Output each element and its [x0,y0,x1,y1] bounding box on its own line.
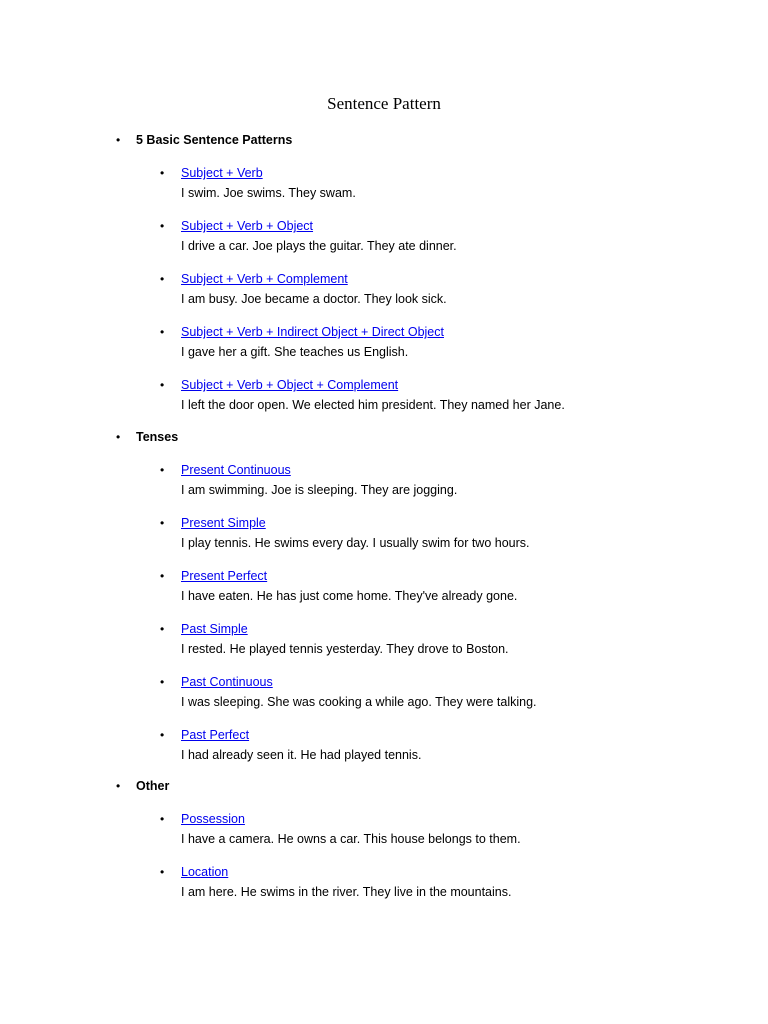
list-item [0,673,768,726]
pattern-link[interactable]: Present Continuous [181,463,291,477]
list-item [0,514,768,567]
section-header [0,777,768,795]
bullet-icon: • [116,133,121,147]
pattern-list [0,164,768,429]
example-text: I gave her a gift. She teaches us English. [181,345,409,359]
list-item [0,217,768,270]
example-text: I have a camera. He owns a car. This house belongs to them. [181,832,521,846]
example-text: I play tennis. He swims every day. I usually swim for two hours. [181,536,530,550]
section-label: Other [136,779,170,793]
list-item [0,726,768,779]
list-item [0,810,768,863]
list-item [0,323,768,376]
section-header [0,131,768,149]
bullet-icon: • [160,166,165,180]
pattern-link[interactable]: Possession [181,812,245,826]
bullet-icon: • [160,728,165,742]
section-label: 5 Basic Sentence Patterns [136,133,293,147]
pattern-link[interactable]: Present Perfect [181,569,268,583]
pattern-link[interactable]: Subject + Verb + Complement [181,272,348,286]
pattern-link[interactable]: Subject + Verb + Indirect Object + Direct Object [181,325,444,339]
bullet-icon: • [160,516,165,530]
list-item [0,270,768,323]
pattern-link[interactable]: Past Continuous [181,675,273,689]
bullet-icon: • [116,779,121,793]
bullet-icon: • [160,463,165,477]
section-label: Tenses [136,430,179,444]
pattern-list [0,810,768,916]
list-item [0,461,768,514]
pattern-link[interactable]: Location [181,865,229,879]
bullet-icon: • [116,430,121,444]
bullet-icon: • [160,675,165,689]
bullet-icon: • [160,378,165,392]
section-other [0,777,768,916]
example-text: I rested. He played tennis yesterday. They drove to Boston. [181,642,509,656]
bullet-icon: • [160,622,165,636]
pattern-list [0,461,768,779]
section-basic-patterns [0,131,768,429]
list-item [0,620,768,673]
pattern-link[interactable]: Present Simple [181,516,266,530]
example-text: I drive a car. Joe plays the guitar. They ate dinner. [181,239,457,253]
pattern-link[interactable]: Subject + Verb + Object + Complement [181,378,399,392]
bullet-icon: • [160,569,165,583]
pattern-link[interactable]: Past Simple [181,622,248,636]
list-item [0,376,768,429]
example-text: I was sleeping. She was cooking a while ago. They were talking. [181,695,537,709]
example-text: I left the door open. We elected him president. They named her Jane. [181,398,565,412]
page-title: Sentence Pattern [327,94,441,113]
bullet-icon: • [160,219,165,233]
bullet-icon: • [160,272,165,286]
list-item [0,164,768,217]
example-text: I am swimming. Joe is sleeping. They are jogging. [181,483,458,497]
section-tenses [0,428,768,779]
pattern-link[interactable]: Past Perfect [181,728,250,742]
example-text: I had already seen it. He had played tennis. [181,748,422,762]
example-text: I am here. He swims in the river. They live in the mountains. [181,885,512,899]
example-text: I have eaten. He has just come home. They've already gone. [181,589,518,603]
list-item [0,863,768,916]
pattern-link[interactable]: Subject + Verb [181,166,263,180]
example-text: I am busy. Joe became a doctor. They look sick. [181,292,447,306]
pattern-link[interactable]: Subject + Verb + Object [181,219,314,233]
example-text: I swim. Joe swims. They swam. [181,186,356,200]
section-header [0,428,768,446]
list-item [0,567,768,620]
bullet-icon: • [160,865,165,879]
bullet-icon: • [160,812,165,826]
bullet-icon: • [160,325,165,339]
